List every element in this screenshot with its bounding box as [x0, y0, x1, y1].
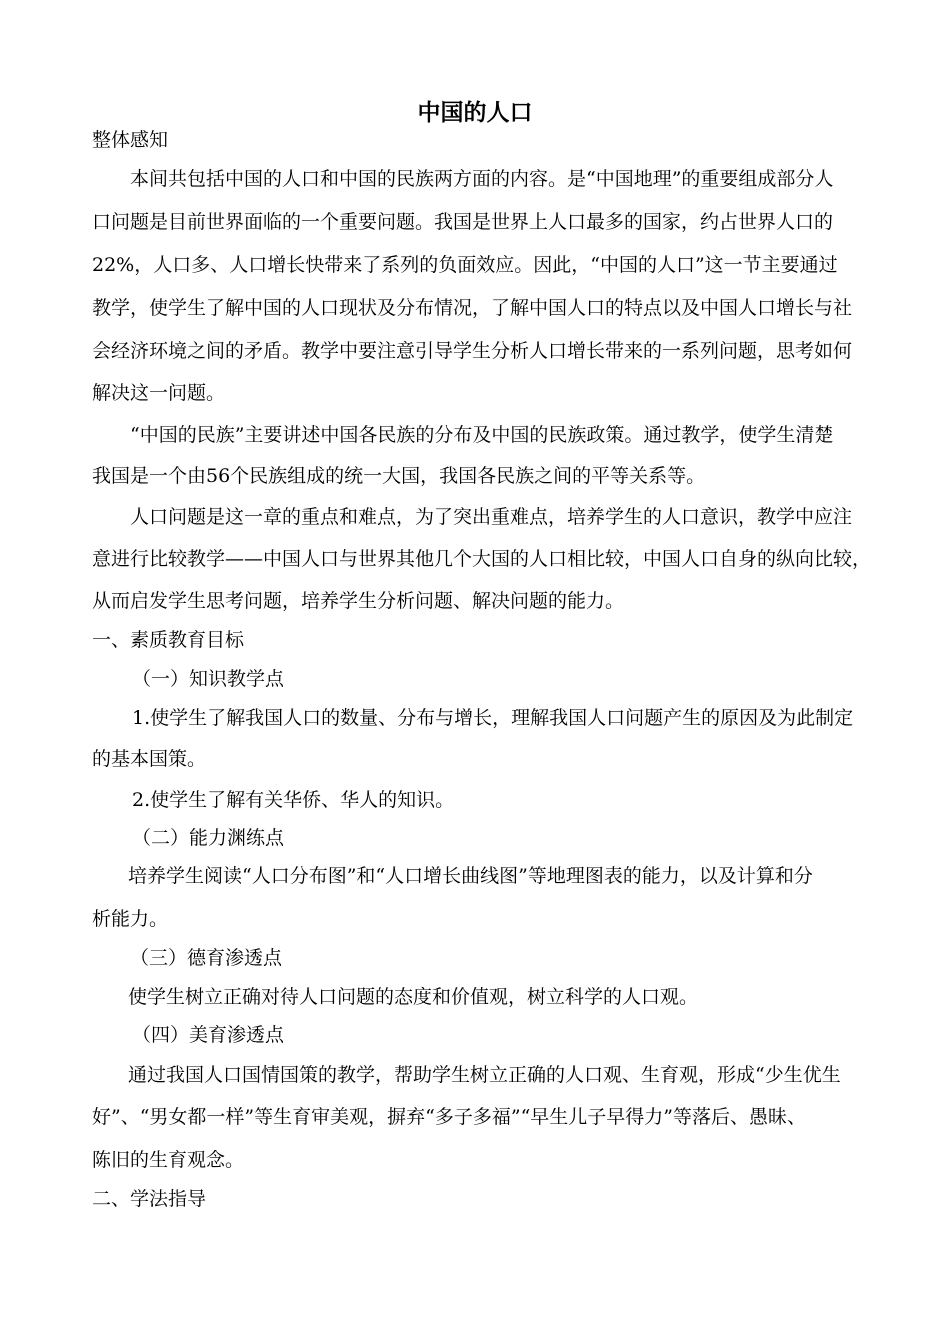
subsection-heading: （二）能力渊练点	[132, 827, 285, 849]
paragraph-line: 通过我国人口国情国策的教学，帮助学生树立正确的人口观、生育观，形成“少生优生	[128, 1064, 841, 1086]
subsection-heading: （四）美育渗透点	[132, 1024, 285, 1046]
paragraph-line: 析能力。	[92, 908, 169, 930]
document-title: 中国的人口	[417, 100, 533, 126]
paragraph-line: 会经济环境之间的矛盾。教学中要注意引导学生分析人口增长带来的一系列问题，思考如何	[92, 340, 853, 362]
paragraph-line: 教学，使学生了解中国的人口现状及分布情况，了解中国人口的特点以及中国人口增长与社	[92, 297, 853, 319]
list-item: 2.使学生了解有关华侨、华人的知识。	[132, 789, 455, 811]
paragraph-line: 口问题是目前世界面临的一个重要问题。我国是世界上人口最多的国家，约占世界人口的	[92, 211, 834, 233]
subsection-heading: （三）德育渗透点	[130, 947, 283, 969]
subsection-heading: （一）知识教学点	[132, 668, 285, 690]
paragraph-line: 解决这一问题。	[92, 382, 226, 404]
list-item-continuation: 的基本国策。	[92, 748, 207, 770]
paragraph-line: 人口问题是这一章的重点和难点，为了突出重难点，培养学生的人口意识，教学中应注	[130, 506, 853, 528]
paragraph-line: 好”、“男女都一样”等生育审美观，摒弃“多子多福”“早生儿子早得力”等落后、愚昧、	[92, 1106, 806, 1128]
paragraph-line: “中国的民族”主要讲述中国各民族的分布及中国的民族政策。通过教学，使学生清楚	[130, 424, 834, 446]
section-heading: 一、素质教育目标	[92, 629, 245, 651]
paragraph-line: 本间共包括中国的人口和中国的民族两方面的内容。是“中国地理”的重要组成部分人	[130, 168, 834, 190]
paragraph-line: 我国是一个由56个民族组成的统一大国，我国各民族之间的平等关系等。	[92, 465, 706, 487]
paragraph-line: 培养学生阅读“人口分布图”和“人口增长曲线图”等地理图表的能力，以及计算和分	[128, 865, 813, 887]
paragraph-line: 22%，人口多、人口增长快带来了系列的负面效应。因此，“中国的人口”这一节主要通过	[92, 254, 838, 276]
paragraph-line: 意进行比较教学——中国人口与世界其他几个大国的人口相比较，中国人口自身的纵向比较，	[92, 548, 872, 570]
section-heading: 二、学法指导	[92, 1188, 207, 1210]
section-heading-overview: 整体感知	[92, 129, 169, 151]
paragraph-line: 使学生树立正确对待人口问题的态度和价值观，树立科学的人口观。	[128, 986, 699, 1008]
list-item: 1.使学生了解我国人口的数量、分布与增长，理解我国人口问题产生的原因及为此制定	[132, 707, 854, 729]
paragraph-line: 从而启发学生思考问题，培养学生分析问题、解决问题的能力。	[92, 590, 625, 612]
paragraph-line: 陈旧的生育观念。	[92, 1149, 245, 1171]
